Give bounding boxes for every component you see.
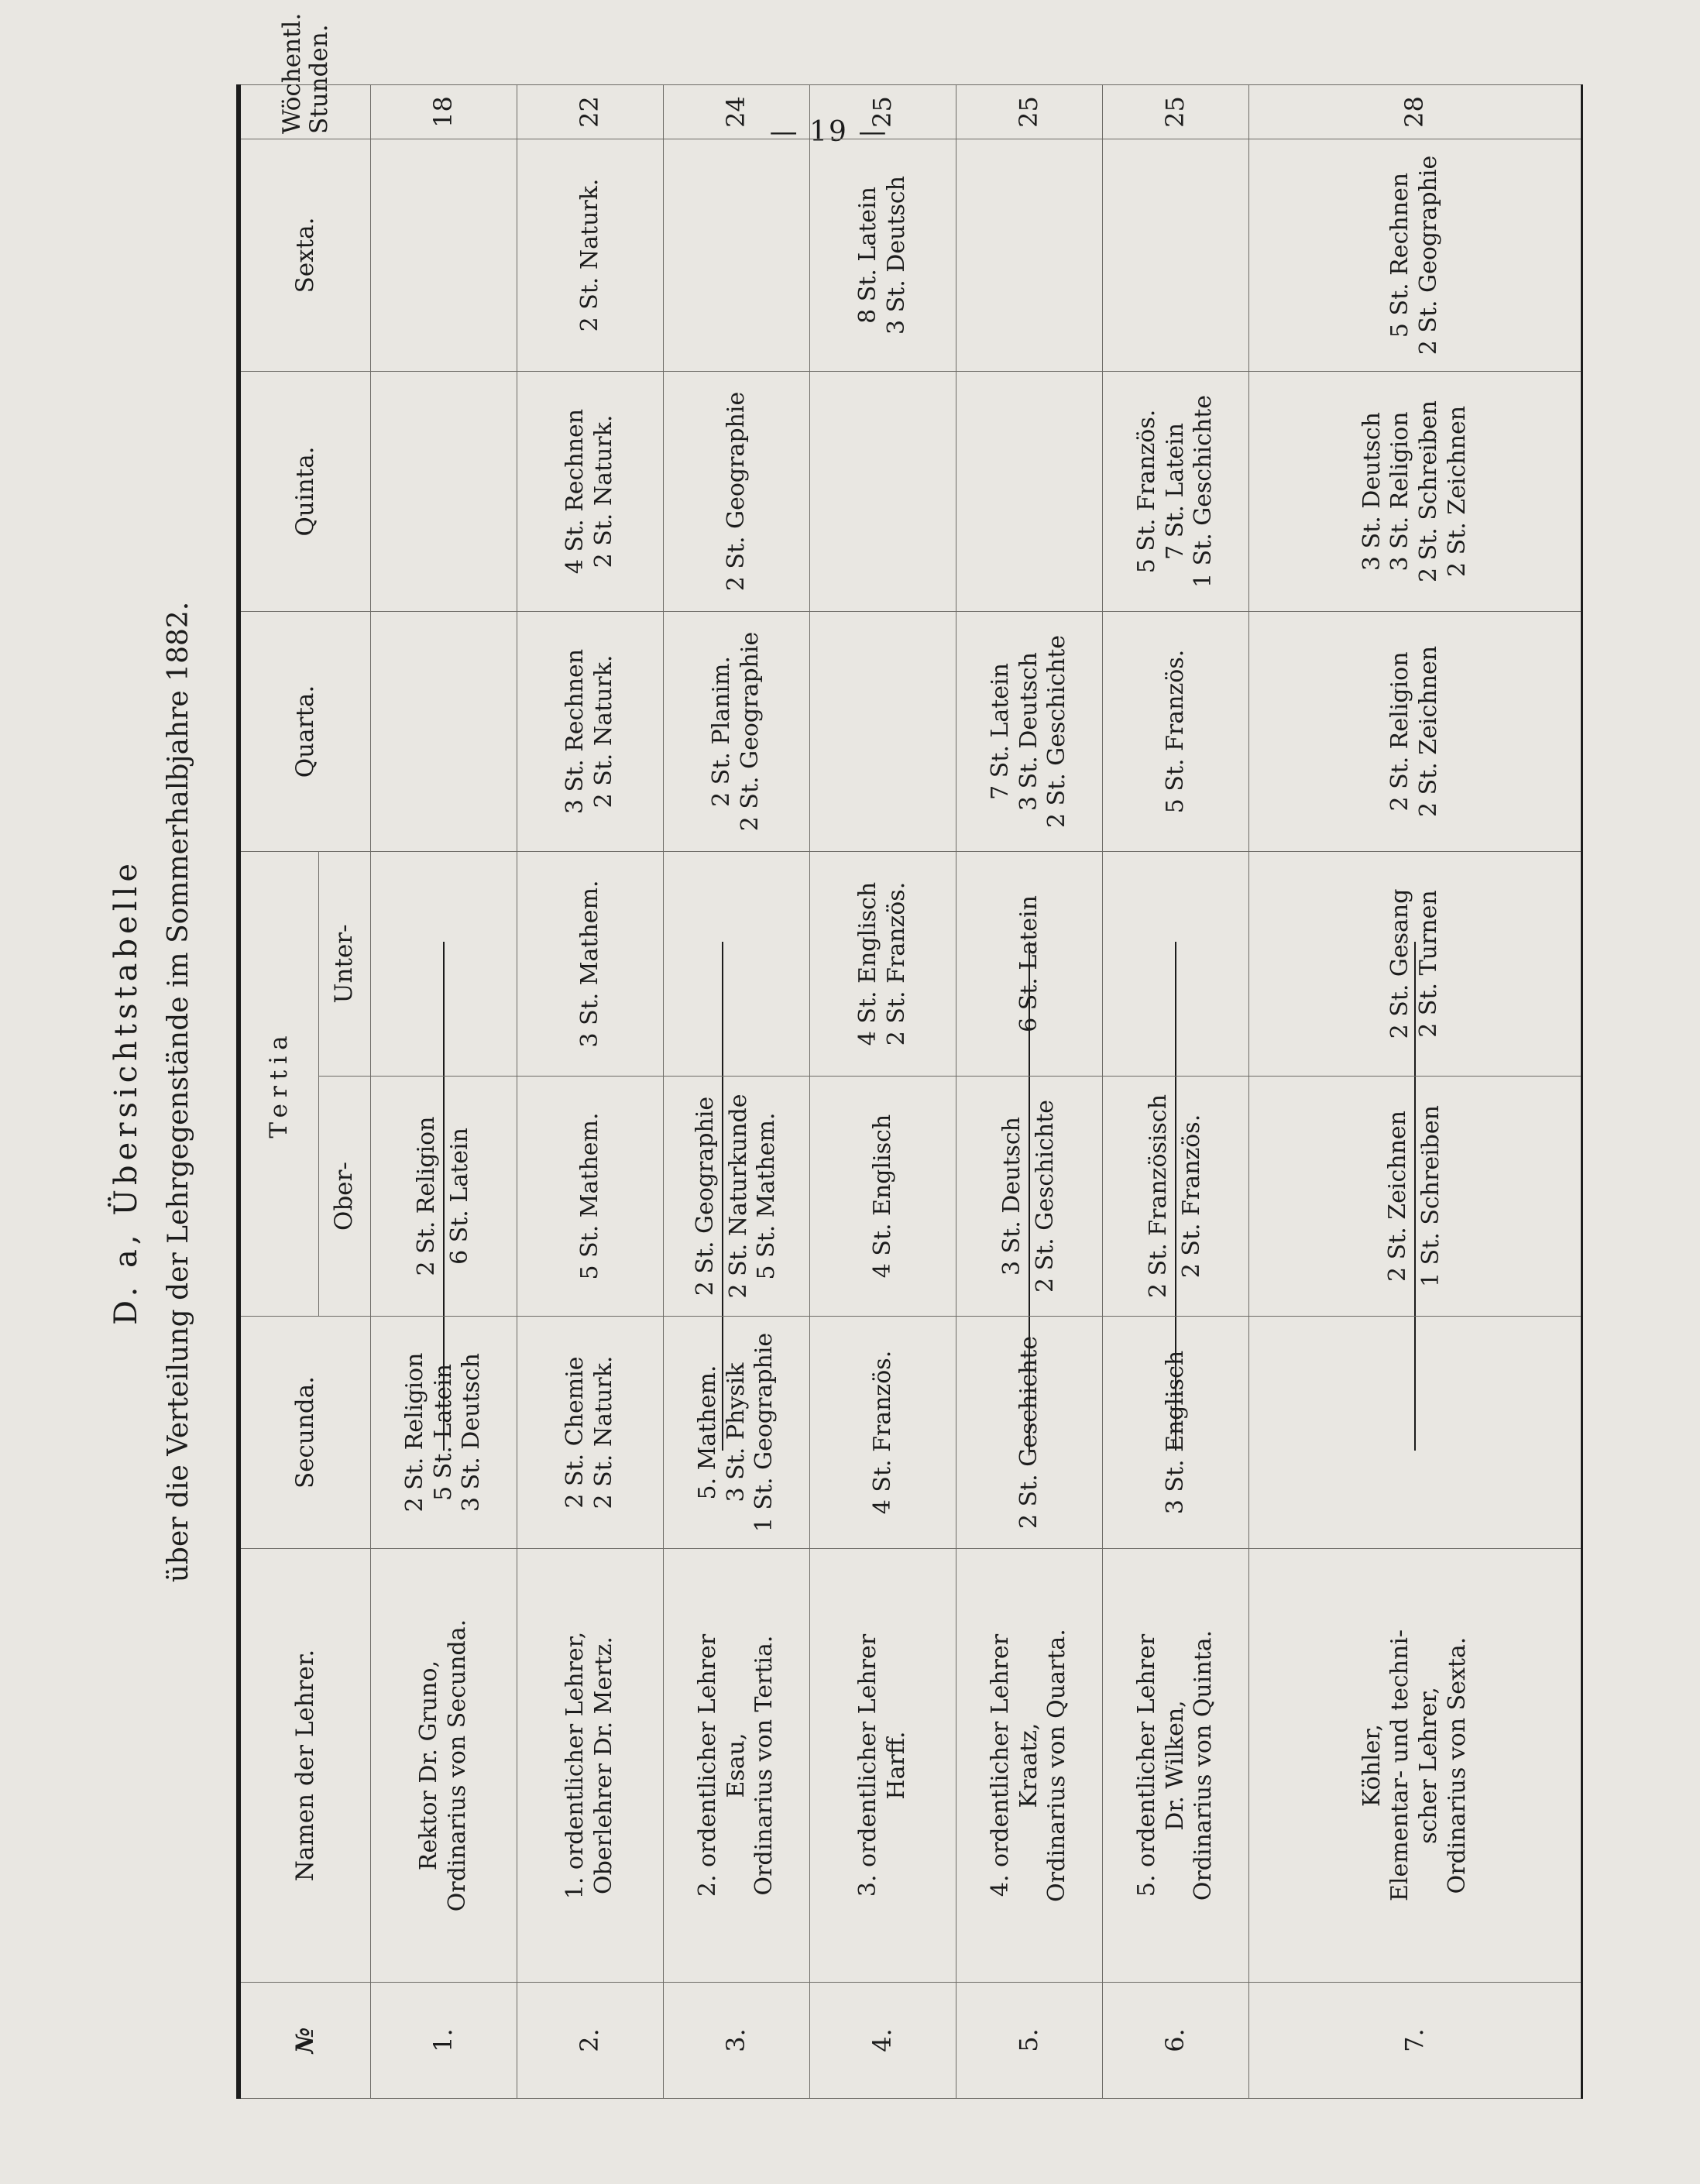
secunda-cell <box>517 1317 664 1549</box>
header-hours: Wöchentl. Stunden. <box>239 84 371 139</box>
row-number: 1. <box>371 1983 517 2099</box>
header-number: № <box>239 1983 371 2099</box>
teacher-name-entry: Ordinarius von Secunda. <box>444 1619 471 1912</box>
unter-tertia-cell-entry: 2 St. Französ. <box>883 881 910 1046</box>
secunda-cell <box>810 1317 956 1549</box>
secunda-cell-entry: 5 St. Latein <box>429 1364 457 1501</box>
teacher-name-entry: 1. ordentlicher Lehrer, <box>562 1631 589 1900</box>
header-tertia: Tertia <box>239 851 319 1316</box>
ober-tertia-cell <box>810 1077 956 1317</box>
secunda-cell <box>956 1317 1103 1549</box>
row-number: 6. <box>1103 1983 1249 2099</box>
secunda-cell-entry: 2 St. Naturk. <box>590 1355 617 1509</box>
teacher-name-entry: Kraatz, <box>1015 1722 1042 1808</box>
row-number: 4. <box>810 1983 956 2099</box>
quarta-cell-entry: 2 St. Zeichnen <box>1415 645 1442 817</box>
tertia-shared-subject: 3 St. Deutsch <box>998 942 1030 1451</box>
ober-tertia-cell <box>371 1077 517 1317</box>
quarta-cell-entry: 3 St. Rechnen <box>562 648 589 815</box>
ober-tertia-cell <box>517 1077 664 1317</box>
teacher-name-entry: Ordinarius von Sexta. <box>1443 1636 1471 1894</box>
unter-tertia-cell <box>517 851 664 1076</box>
sexta-cell <box>1103 139 1249 371</box>
table-body <box>371 84 1582 2098</box>
sexta-cell <box>664 139 810 371</box>
unter-tertia-cell-entry: 6 St. Latein <box>1015 895 1042 1032</box>
header-quarta: Quarta. <box>239 611 371 851</box>
ober-tertia-cell <box>1103 1077 1249 1317</box>
secunda-cell-entry: 3 St. Englisch <box>1161 1350 1189 1515</box>
secunda-cell-entry: 4 St. Französ. <box>868 1350 896 1515</box>
secunda-cell-entry: 1 St. Geographie <box>750 1332 778 1533</box>
ober-tertia-cell <box>1249 1077 1582 1317</box>
ober-tertia-cell-entry: 2 St. Geschichte <box>1032 1099 1059 1293</box>
ober-tertia-cell-entry: 5 St. Mathem. <box>575 1112 603 1280</box>
table-row <box>517 84 664 2098</box>
table-row <box>810 84 956 2098</box>
quarta-cell-entry: 2 St. Religion <box>1386 651 1414 812</box>
teacher-name-entry: 2. ordentlicher Lehrer <box>694 1633 722 1897</box>
header-secunda: Secunda. <box>239 1317 371 1549</box>
quinta-cell <box>664 371 810 611</box>
sexta-cell <box>517 139 664 371</box>
quarta-cell <box>810 611 956 851</box>
quarta-cell-entry: 7 St. Latein <box>987 663 1015 800</box>
weekly-hours: 25 <box>810 84 956 139</box>
sexta-cell <box>1249 139 1582 371</box>
sexta-cell <box>371 139 517 371</box>
unter-tertia-cell-entry: 3 St. Mathem. <box>575 880 603 1048</box>
teacher-name <box>517 1549 664 1983</box>
ober-tertia-cell <box>664 1077 810 1317</box>
teacher-name-entry: Rektor Dr. Gruno, <box>415 1660 443 1871</box>
ober-tertia-cell-entry: 1 St. Schreiben <box>1417 1105 1444 1287</box>
sexta-cell-entry: 2 St. Geographie <box>1415 155 1442 355</box>
tertia-shared-subject: 2 St. Geographie <box>692 942 723 1451</box>
sexta-cell <box>810 139 956 371</box>
unter-tertia-cell-entry: 2 St. Turnen <box>1415 890 1442 1038</box>
header-unter-tertia: Unter- <box>319 851 371 1076</box>
weekly-hours: 22 <box>517 84 664 139</box>
ober-tertia-cell-entry: 2 St. Französ. <box>1178 1114 1205 1279</box>
teacher-name-entry: Oberlehrer Dr. Mertz. <box>590 1636 617 1894</box>
sexta-cell-entry: 3 St. Deutsch <box>883 175 910 335</box>
table-row <box>371 84 517 2098</box>
row-number: 5. <box>956 1983 1103 2099</box>
rotated-table-page <box>0 12 1503 2107</box>
teacher-name <box>956 1549 1103 1983</box>
teacher-name-entry: 4. ordentlicher Lehrer <box>987 1633 1015 1897</box>
teacher-name-entry: Ordinarius von Quarta. <box>1043 1629 1071 1902</box>
teacher-name-entry: 3. ordentlicher Lehrer <box>854 1633 882 1897</box>
table-title: D. a, Übersichtstabelle <box>108 859 144 1326</box>
unter-tertia-cell <box>1103 851 1249 1076</box>
title-block <box>108 77 194 2107</box>
quarta-cell <box>956 611 1103 851</box>
quinta-cell <box>517 371 664 611</box>
quinta-cell-entry: 1 St. Geschichte <box>1190 394 1217 589</box>
weekly-hours: 18 <box>371 84 517 139</box>
quinta-cell-entry: 3 St. Deutsch <box>1358 411 1386 571</box>
secunda-cell-entry: 2 St. Chemie <box>562 1356 589 1509</box>
quarta-cell-entry: 2 St. Geschichte <box>1043 634 1071 829</box>
teacher-name-entry: Köhler, <box>1358 1724 1386 1807</box>
tertia-shared-subject: 2 St. Religion <box>413 942 445 1451</box>
secunda-cell-entry: 3 St. Deutsch <box>458 1353 486 1513</box>
quarta-cell-entry: 2 St. Planim. <box>708 656 736 807</box>
teacher-name <box>1249 1549 1582 1983</box>
table-row <box>664 84 810 2098</box>
secunda-cell-entry: 3 St. Physik <box>722 1362 750 1502</box>
quarta-cell <box>371 611 517 851</box>
quinta-cell-entry: 2 St. Geographie <box>722 391 750 592</box>
teacher-name <box>810 1549 956 1983</box>
quinta-cell-entry: 2 St. Schreiben <box>1415 400 1442 582</box>
header-quinta: Quinta. <box>239 371 371 611</box>
row-number: 7. <box>1249 1983 1582 2099</box>
quinta-cell <box>371 371 517 611</box>
distribution-table <box>236 12 1583 2099</box>
table-row <box>956 84 1103 2098</box>
quinta-cell-entry: 7 St. Latein <box>1161 423 1189 560</box>
teacher-name-entry: 5. ordentlicher Lehrer <box>1133 1633 1161 1897</box>
ober-tertia-cell-entry: 5 St. Mathem. <box>753 1112 781 1280</box>
quinta-cell-entry: 3 St. Religion <box>1386 411 1414 572</box>
header-sexta: Sexta. <box>239 139 371 371</box>
teacher-name <box>371 1549 517 1983</box>
row-number: 3. <box>664 1983 810 2099</box>
quarta-cell <box>1249 611 1582 851</box>
ober-tertia-cell-entry: 4 St. Englisch <box>868 1114 896 1279</box>
sexta-cell <box>956 139 1103 371</box>
quinta-cell-entry: 4 St. Rechnen <box>562 408 589 575</box>
ober-tertia-cell-entry: 6 St. Latein <box>446 1128 473 1265</box>
table-row <box>1103 84 1249 2098</box>
quinta-cell-entry: 2 St. Naturk. <box>590 414 617 568</box>
unter-tertia-cell <box>664 851 810 1076</box>
unter-tertia-cell <box>810 851 956 1076</box>
row-number: 2. <box>517 1983 664 2099</box>
quinta-cell <box>1103 371 1249 611</box>
teacher-name-entry: Harff. <box>883 1731 910 1800</box>
unter-tertia-cell <box>956 851 1103 1076</box>
teacher-name-entry: Dr. Wilken, <box>1161 1700 1189 1831</box>
quarta-cell <box>1103 611 1249 851</box>
sexta-cell-entry: 8 St. Latein <box>854 187 882 324</box>
unter-tertia-cell-entry: 4 St. Englisch <box>854 881 882 1046</box>
teacher-name-entry: Elementar- und techni- <box>1386 1629 1414 1902</box>
ober-tertia-cell <box>956 1077 1103 1317</box>
quinta-cell-entry: 2 St. Zeichnen <box>1443 405 1471 577</box>
tertia-shared-subject: 2 St. Französisch <box>1145 942 1176 1451</box>
secunda-cell <box>1103 1317 1249 1549</box>
quinta-cell <box>1249 371 1582 611</box>
weekly-hours: 28 <box>1249 84 1582 139</box>
secunda-cell-entry: 2 St. Geschichte <box>1015 1335 1042 1530</box>
weekly-hours: 25 <box>1103 84 1249 139</box>
header-ober-tertia: Ober- <box>319 1077 371 1317</box>
table-row <box>1249 84 1582 2098</box>
sexta-cell-entry: 2 St. Naturk. <box>575 178 603 332</box>
quarta-cell-entry: 2 St. Naturk. <box>590 654 617 809</box>
unter-tertia-cell <box>371 851 517 1076</box>
teacher-name-entry: scher Lehrer, <box>1415 1687 1442 1844</box>
header-name: Namen der Lehrer. <box>239 1549 371 1983</box>
table-subtitle: über die Verteilung der Lehrgegenstände im Sommerhalbjahre 1882. <box>163 601 194 1583</box>
teacher-name <box>664 1549 810 1983</box>
teacher-name-entry: Esau, <box>722 1732 750 1798</box>
quinta-cell <box>956 371 1103 611</box>
sexta-cell-entry: 5 St. Rechnen <box>1386 172 1414 338</box>
quarta-cell-entry: 2 St. Geographie <box>737 631 764 832</box>
tertia-shared-subject: 2 St. Zeichnen <box>1384 942 1416 1451</box>
secunda-cell <box>664 1317 810 1549</box>
quarta-cell-entry: 3 St. Deutsch <box>1015 651 1042 811</box>
weekly-hours: 25 <box>956 84 1103 139</box>
quarta-cell-entry: 5 St. Französ. <box>1161 649 1189 814</box>
weekly-hours: 24 <box>664 84 810 139</box>
unter-tertia-cell-entry: 2 St. Gesang <box>1386 888 1414 1039</box>
teacher-name <box>1103 1549 1249 1983</box>
secunda-cell-entry: 2 St. Religion <box>401 1352 429 1513</box>
quinta-cell-entry: 5 St. Französ. <box>1133 409 1161 574</box>
secunda-cell-entry: 5. Mathem. <box>694 1365 722 1500</box>
teacher-name-entry: Ordinarius von Quinta. <box>1190 1629 1217 1901</box>
unter-tertia-cell <box>1249 851 1582 1076</box>
ober-tertia-cell-entry: 2 St. Naturkunde <box>724 1094 752 1299</box>
quarta-cell <box>664 611 810 851</box>
quarta-cell <box>517 611 664 851</box>
teacher-name-entry: Ordinarius von Tertia. <box>750 1635 778 1896</box>
quinta-cell <box>810 371 956 611</box>
page-number: — 19 — <box>769 116 888 148</box>
